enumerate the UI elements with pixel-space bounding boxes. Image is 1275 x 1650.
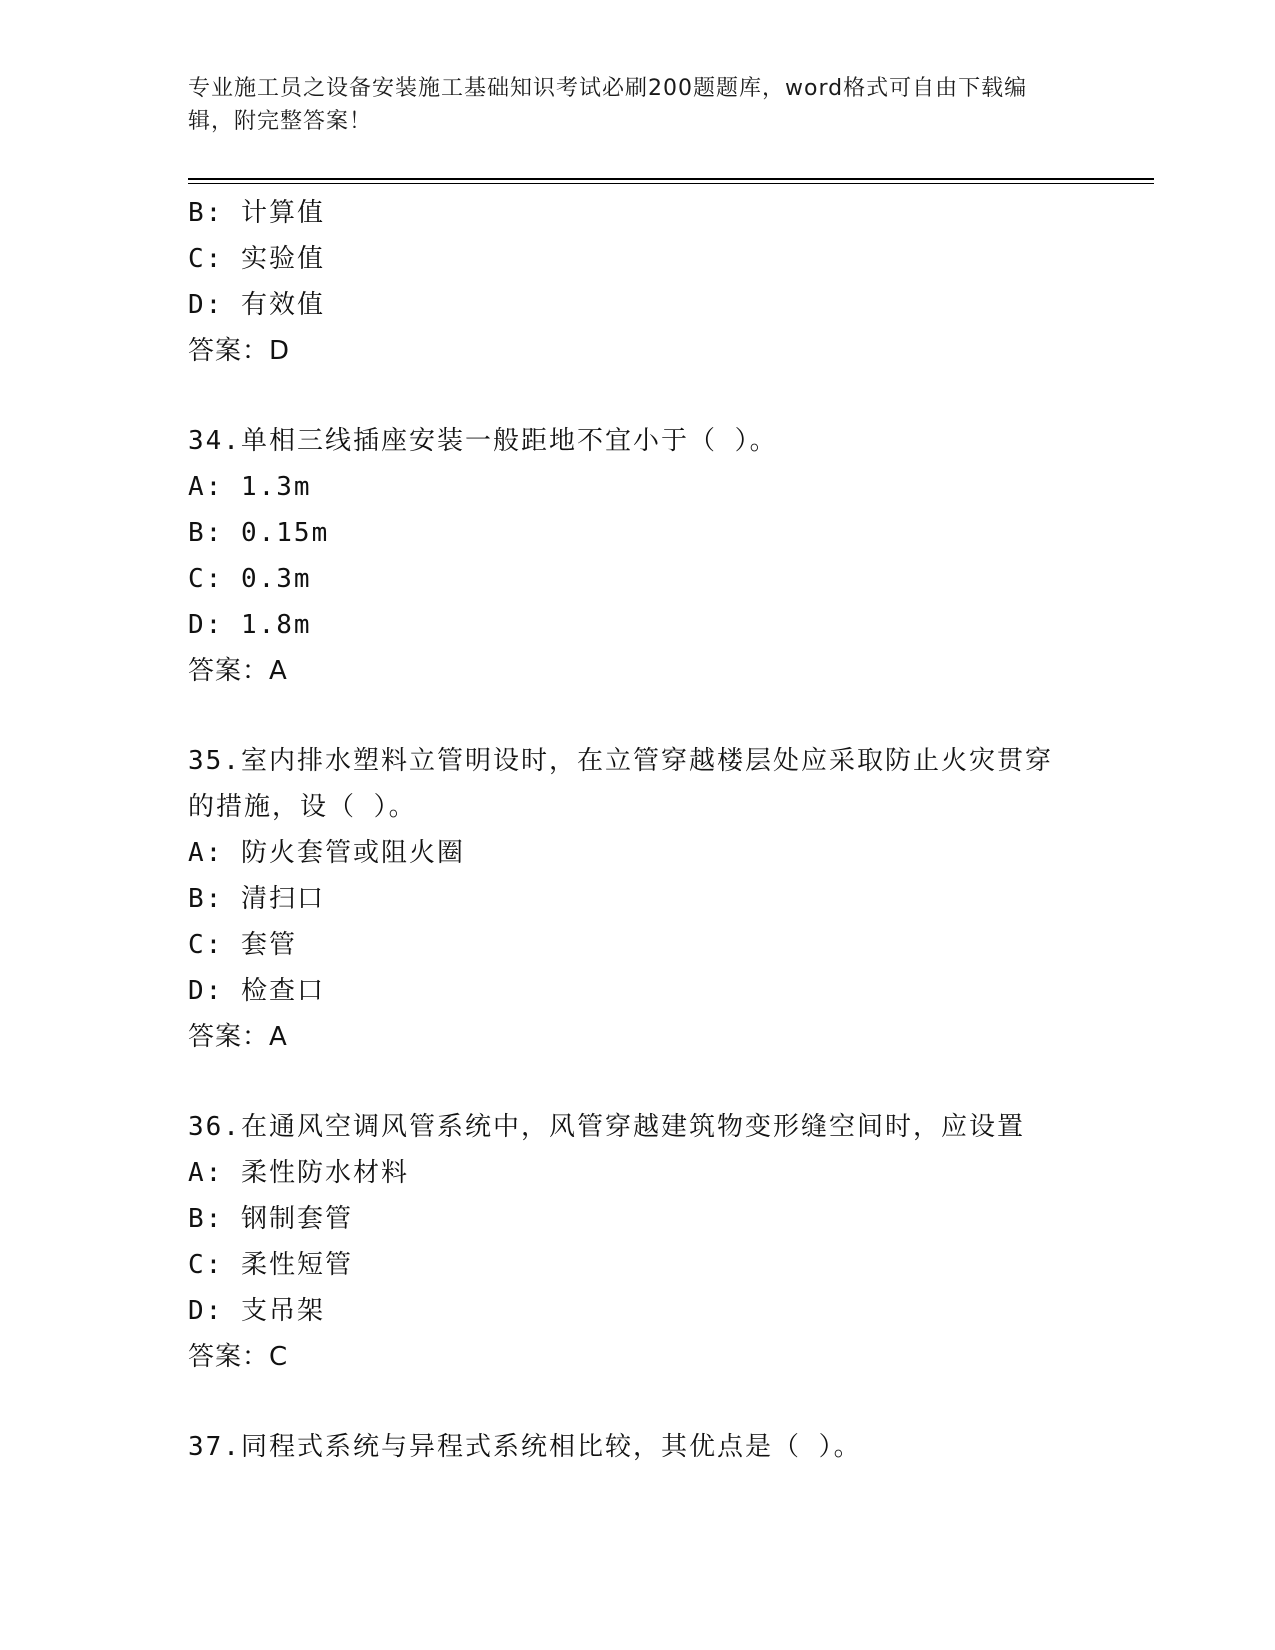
option-c: C: 柔性短管 xyxy=(188,1250,353,1280)
option-b: B: 钢制套管 xyxy=(188,1204,353,1234)
header-divider-thin xyxy=(188,183,1154,184)
question-37 xyxy=(188,1424,1108,1470)
question-text: 36.在通风空调风管系统中，风管穿越建筑物变形缝空间时，应设置 xyxy=(188,1112,1025,1142)
question-text: 37.同程式系统与异程式系统相比较，其优点是（ ）。 xyxy=(188,1432,862,1462)
option-a: A: 防火套管或阻火圈 xyxy=(188,838,465,868)
option-d: D: 1.8m xyxy=(188,610,312,640)
answer-line: 答案：A xyxy=(188,1022,288,1052)
document-body xyxy=(188,190,1108,1470)
prev-question-tail xyxy=(188,190,1108,374)
option-b: B: 计算值 xyxy=(188,198,325,228)
option-d: D: 有效值 xyxy=(188,290,325,320)
option-b: B: 0.15m xyxy=(188,518,330,548)
option-d: D: 支吊架 xyxy=(188,1296,325,1326)
question-34 xyxy=(188,418,1108,694)
question-text: 34.单相三线插座安装一般距地不宜小于（ ）。 xyxy=(188,426,778,456)
question-36 xyxy=(188,1104,1108,1380)
header-divider-thick xyxy=(188,178,1154,180)
answer-line: 答案：D xyxy=(188,336,291,366)
option-a: A: 1.3m xyxy=(188,472,312,502)
answer-line: 答案：A xyxy=(188,656,288,686)
question-text: 35.室内排水塑料立管明设时，在立管穿越楼层处应采取防止火灾贯穿的措施，设（ ）。 xyxy=(188,746,1053,822)
page-header: 专业施工员之设备安装施工基础知识考试必刷200题题库，word格式可自由下载编辑，附完整答案！ xyxy=(188,76,1028,134)
question-35 xyxy=(188,738,1108,1060)
answer-line: 答案：C xyxy=(188,1342,289,1372)
option-c: C: 套管 xyxy=(188,930,297,960)
option-c: C: 0.3m xyxy=(188,564,312,594)
option-c: C: 实验值 xyxy=(188,244,325,274)
option-d: D: 检查口 xyxy=(188,976,325,1006)
option-a: A: 柔性防水材料 xyxy=(188,1158,409,1188)
option-b: B: 清扫口 xyxy=(188,884,325,914)
